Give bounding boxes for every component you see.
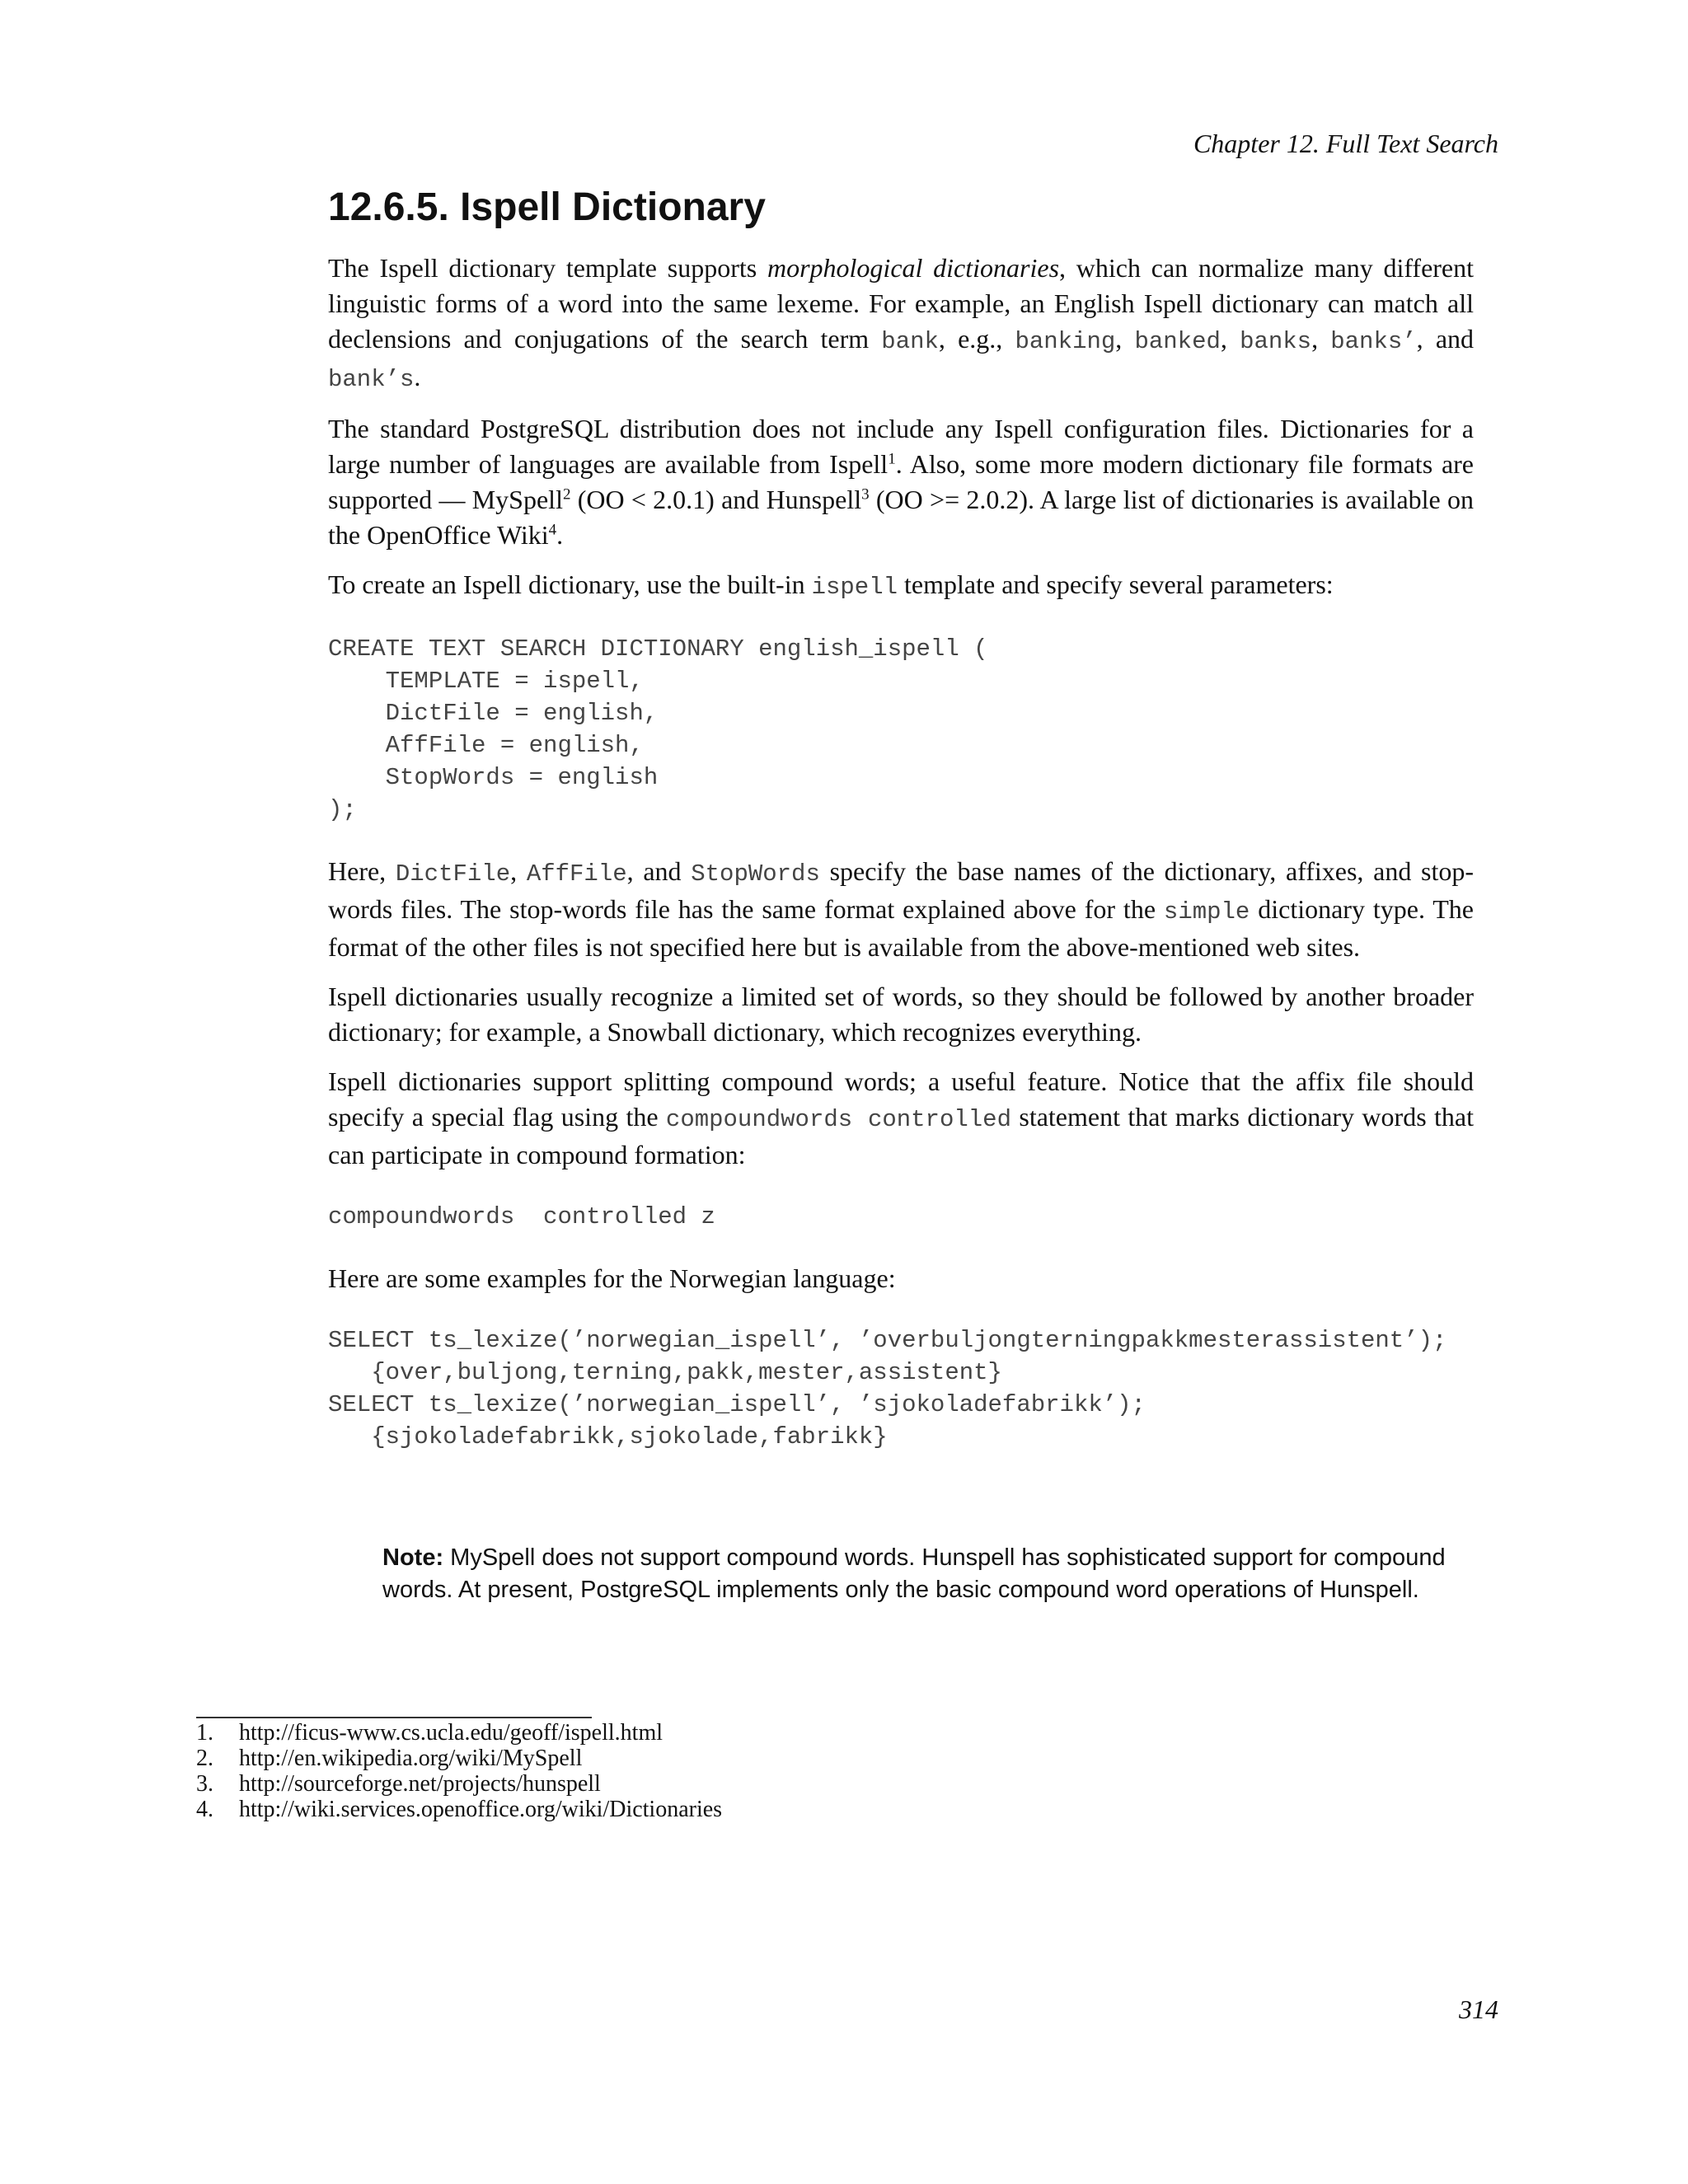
paragraph-limited-set: Ispell dictionaries usually recognize a limited set of words, so they should be followed by another broader dictionary; for example, a Snowball dictionary, which recognizes everything. <box>328 982 1474 1047</box>
main-content <box>328 183 1474 1606</box>
inline-code: simple <box>1163 898 1250 926</box>
inline-code: banks’ <box>1330 328 1417 355</box>
running-header: Chapter 12. Full Text Search <box>1193 129 1498 158</box>
note-box <box>382 1542 1474 1606</box>
inline-code: StopWords <box>691 860 820 888</box>
section-title: 12.6.5. Ispell Dictionary <box>328 185 766 229</box>
footnote-link[interactable]: http://sourceforge.net/projects/hunspell <box>239 1771 601 1797</box>
inline-code: AffFile <box>526 860 627 888</box>
footnote-link[interactable]: http://en.wikipedia.org/wiki/MySpell <box>239 1746 583 1771</box>
footnote-ref-4[interactable]: 4 <box>548 521 557 539</box>
paragraph-compound: Ispell dictionaries support splitting compound words; a useful feature. Notice that the affix file should specify a special flag using the compoundwords controlled statement that marks dictionary words that can participate in compound formation: <box>328 1066 1475 1169</box>
inline-code: ispell <box>811 574 898 601</box>
paragraph-distribution: The standard PostgreSQL distribution does not include any Ispell configuration files. Dictionaries for a large number of languages are available from Ispell$^1$. Also, some more modern dictionary file formats are supported — MySpell$^2$ (OO < 2.0.1) and Hunspell$^3$ (OO >= 2.0.2). A large list of dictionaries is available on the OpenOffice Wiki$^4$. <box>328 414 1475 550</box>
footnote-item <box>196 1797 722 1822</box>
inline-code: DictFile <box>395 860 511 888</box>
inline-code: bank <box>881 328 939 355</box>
inline-code: banks <box>1240 328 1312 355</box>
code-block-examples: SELECT ts_lexize(’norwegian_ispell’, ’overbuljongterningpakkmesterassistent’); {over,buljong,terning,pakk,mester,assistent} SELECT ts_lexize(’norwegian_ispell’, ’sjokoladefabrikk’); {sjokoladefabrikk,sjokolade,fabrikk} <box>328 1327 1447 1451</box>
footnote-item <box>196 1720 722 1746</box>
emphasis-term: morphological dictionaries <box>767 253 1060 283</box>
footnotes <box>196 1720 722 1822</box>
footnote-item <box>196 1771 722 1797</box>
footnote-number: 3. <box>196 1771 213 1797</box>
paragraph-create: To create an Ispell dictionary, use the built-in ispell template and specify several parameters: <box>328 569 1334 601</box>
page-number: 314 <box>1459 1994 1498 2024</box>
footnote-ref-2[interactable]: 2 <box>562 485 571 504</box>
footnote-link[interactable]: http://ficus-www.cs.ucla.edu/geoff/ispell.html <box>239 1720 663 1746</box>
footnote-divider <box>196 1717 592 1718</box>
footnote-link[interactable]: http://wiki.services.openoffice.org/wiki/Dictionaries <box>239 1797 723 1822</box>
footnote-number: 4. <box>196 1797 213 1822</box>
note-text: MySpell does not support compound words. Hunspell has sophisticated support for compound words. At present, PostgreSQL implements only the basic compound word operations of Hunspell. <box>382 1544 1446 1603</box>
inline-code: banked <box>1134 328 1221 355</box>
inline-code: bank’s <box>328 366 415 393</box>
code-block-compoundwords: compoundwords controlled z <box>328 1203 715 1230</box>
footnote-ref-3[interactable]: 3 <box>861 485 870 504</box>
paragraph-intro: The Ispell dictionary template supports morphological dictionaries, which can normalize many different linguistic forms of a word into the same lexeme. For example, an English Ispell dictionary can match all declensions and conjugations of the search term bank, e.g., banking, banked, banks, banks’, and bank’s. <box>328 253 1475 393</box>
footnote-number: 2. <box>196 1746 213 1771</box>
footnote-ref-1[interactable]: 1 <box>888 450 896 468</box>
paragraph-norwegian: Here are some examples for the Norwegian language: <box>328 1263 896 1293</box>
note-label: Note: <box>382 1544 444 1571</box>
inline-code: banking <box>1015 328 1116 355</box>
footnote-number: 1. <box>196 1720 213 1746</box>
footnote-item <box>196 1746 722 1771</box>
code-block-create-dictionary: CREATE TEXT SEARCH DICTIONARY english_ispell ( TEMPLATE = ispell, DictFile = english, AffFile = english, StopWords = english ); <box>328 635 988 823</box>
inline-code: compoundwords controlled <box>665 1106 1011 1133</box>
paragraph-files: Here, DictFile, AffFile, and StopWords specify the base names of the dictionary, affixes, and stop-words files. The stop-words file has the same format explained above for the simple dictionary type. The format of the other files is not specified here but is available from the above-mentioned web sites. <box>328 856 1475 962</box>
